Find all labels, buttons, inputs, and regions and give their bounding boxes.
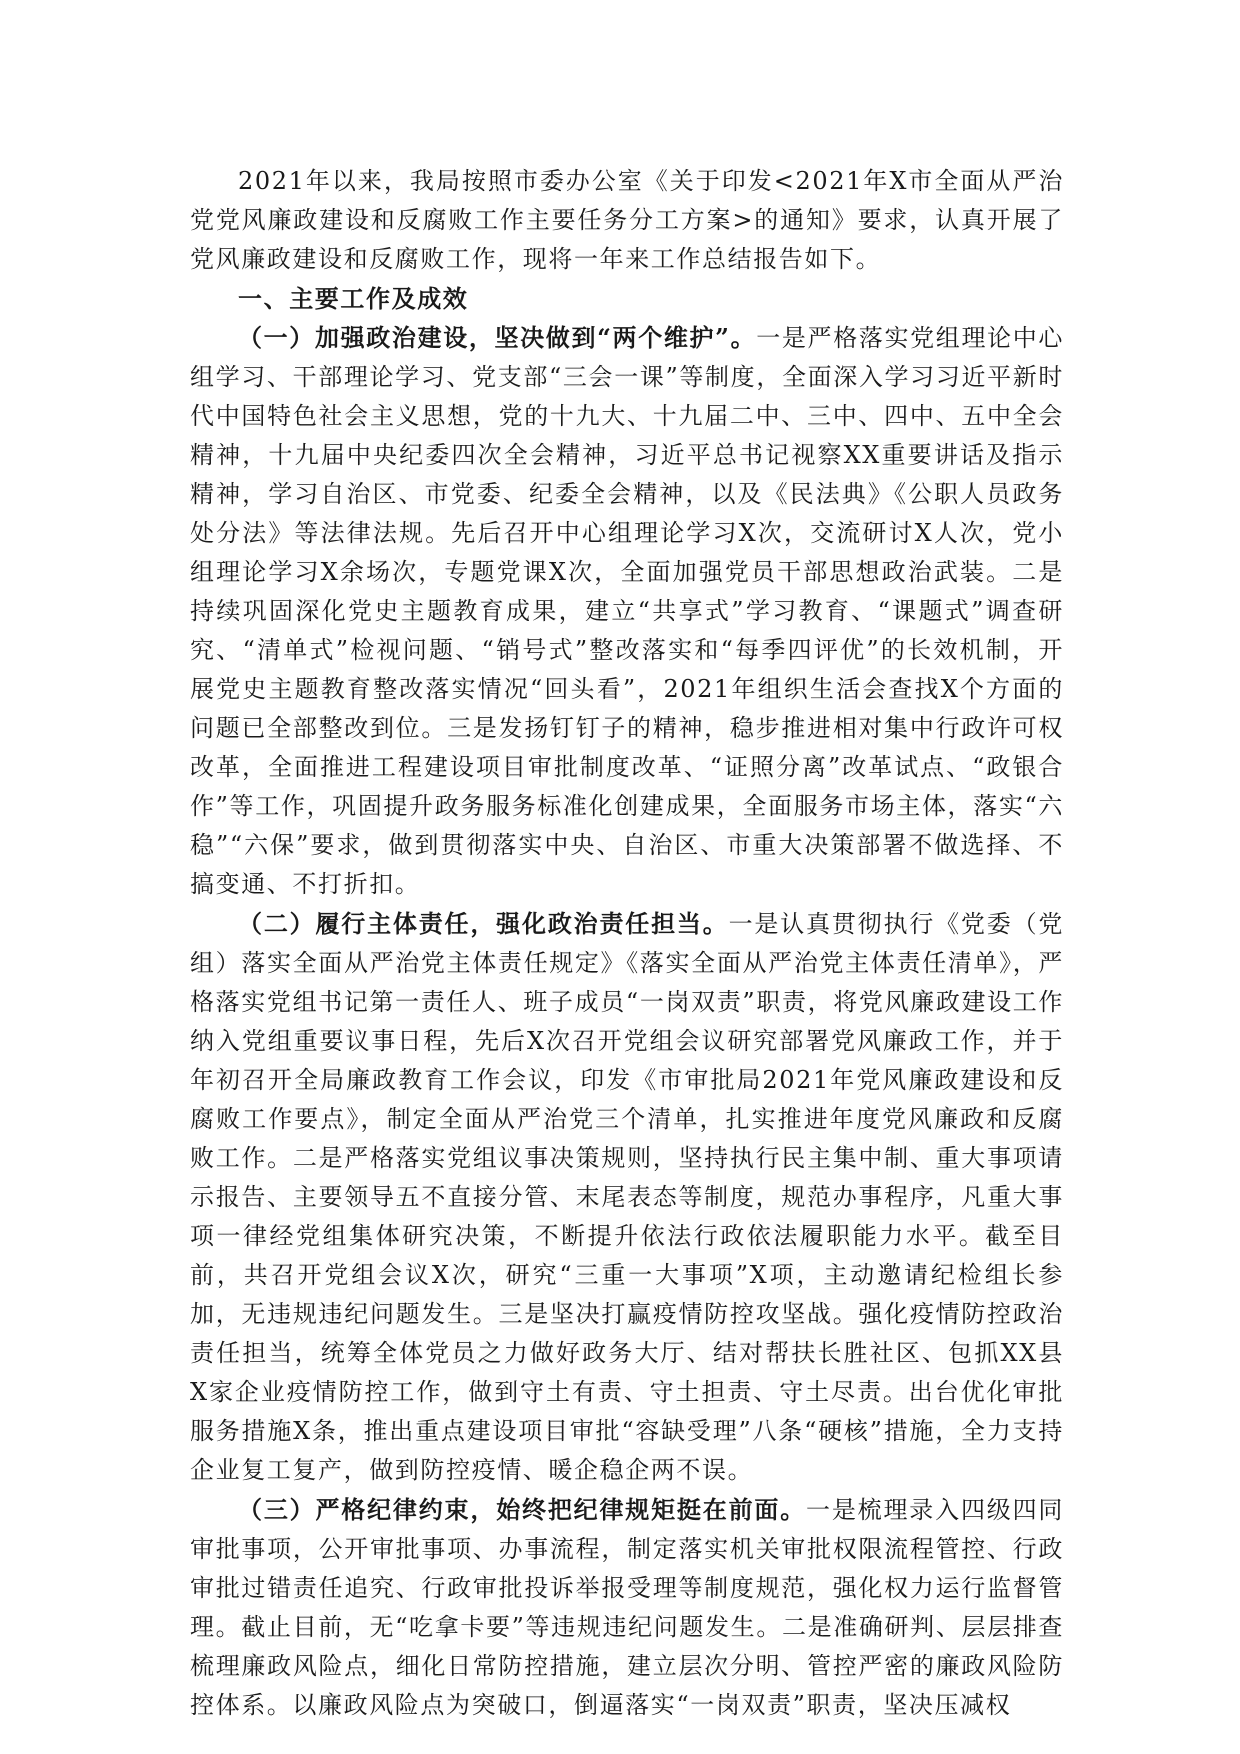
intro-paragraph: 2021年以来，我局按照市委办公室《关于印发<2021年X市全面从严治党党风廉政建设和反腐败工作主要任务分工方案>的通知》要求，认真开展了党风廉政建设和反腐败工作，现将一年来工作总结报告如下。 — [190, 167, 1064, 273]
document-page — [190, 162, 1064, 1725]
item-3-body: 一是梳理录入四级四同审批事项，公开审批事项、办事流程，制定落实机关审批权限流程管控、行政审批过错责任追究、行政审批投诉举报受理等制度规范，强化权力运行监督管理。截止目前，无“吃拿卡要”等违规违纪问题发生。二是准确研判、层层排查梳理廉政风险点，细化日常防控措施，建立层次分明、管控严密的廉政风险防控体系。以廉政风险点为突破口，倒逼落实“一岗双责”职责，坚决压减权 — [190, 1496, 1065, 1719]
paragraph-item-1 — [190, 318, 1064, 904]
section-heading: 一、主要工作及成效 — [238, 284, 469, 313]
item-2-body: 一是认真贯彻执行《党委（党组）落实全面从严治党主体责任规定》《落实全面从严治党主体责任清单》，严格落实党组书记第一责任人、班子成员“一岗双责”职责，将党风廉政建设工作纳入党组重要议事日程，先后X次召开党组会议研究部署党风廉政工作，并于年初召开全局廉政教育工作会议，印发《市审批局2021年党风廉政建设和反腐败工作要点》，制定全面从严治党三个清单，扎实推进年度党风廉政和反腐败工作。二是严格落实党组议事决策规则，坚持执行民主集中制、重大事项请示报告、主要领导五不直接分管、末尾表态等制度，规范办事程序，凡重大事项一律经党组集体研究决策，不断提升依法行政依法履职能力水平。截至目前，共召开党组会议X次，研究“三重一大事项”X项，主动邀请纪检组长参加，无违规违纪问题发生。三是坚决打赢疫情防控攻坚战。强化疫情防控政治责任担当，统筹全体党员之力做好政务大厅、结对帮扶长胜社区、包抓XX县X家企业疫情防控工作，做到守土有责、守土担责、守土尽责。出台优化审批服务措施X条，推出重点建设项目审批“容缺受理”八条“硬核”措施，全力支持企业复工复产，做到防控疫情、暖企稳企两不误。 — [190, 910, 1064, 1484]
paragraph-item-3 — [190, 1490, 1064, 1725]
item-3-title: （三）严格纪律约束，始终把纪律规矩挺在前面。 — [238, 1495, 807, 1524]
item-1-title: （一）加强政治建设，坚决做到“两个维护”。 — [238, 323, 757, 352]
item-1-body: 一是严格落实党组理论中心组学习、干部理论学习、党支部“三会一课”等制度，全面深入学习习近平新时代中国特色社会主义思想，党的十九大、十九届二中、三中、四中、五中全会精神，十九届中央纪委四次全会精神，习近平总书记视察XX重要讲话及指示精神，学习自治区、市党委、纪委全会精神，以及《民法典》《公职人员政务处分法》等法律法规。先后召开中心组理论学习X次，交流研讨X人次，党小组理论学习X余场次，专题党课X次，全面加强党员干部思想政治武装。二是持续巩固深化党史主题教育成果，建立“共享式”学习教育、“课题式”调查研究、“清单式”检视问题、“销号式”整改落实和“每季四评优”的长效机制，开展党史主题教育整改落实情况“回头看”，2021年组织生活会查找X个方面的问题已全部整改到位。三是发扬钉钉子的精神，稳步推进相对集中行政许可权改革，全面推进工程建设项目审批制度改革、“证照分离”改革试点、“政银合作”等工作，巩固提升政务服务标准化创建成果，全面服务市场主体，落实“六稳”“六保”要求，做到贯彻落实中央、自治区、市重大决策部署不做选择、不搞变通、不打折扣。 — [190, 324, 1064, 898]
paragraph-item-2 — [190, 904, 1064, 1490]
item-2-title: （二）履行主体责任，强化政治责任担当。 — [238, 909, 729, 938]
